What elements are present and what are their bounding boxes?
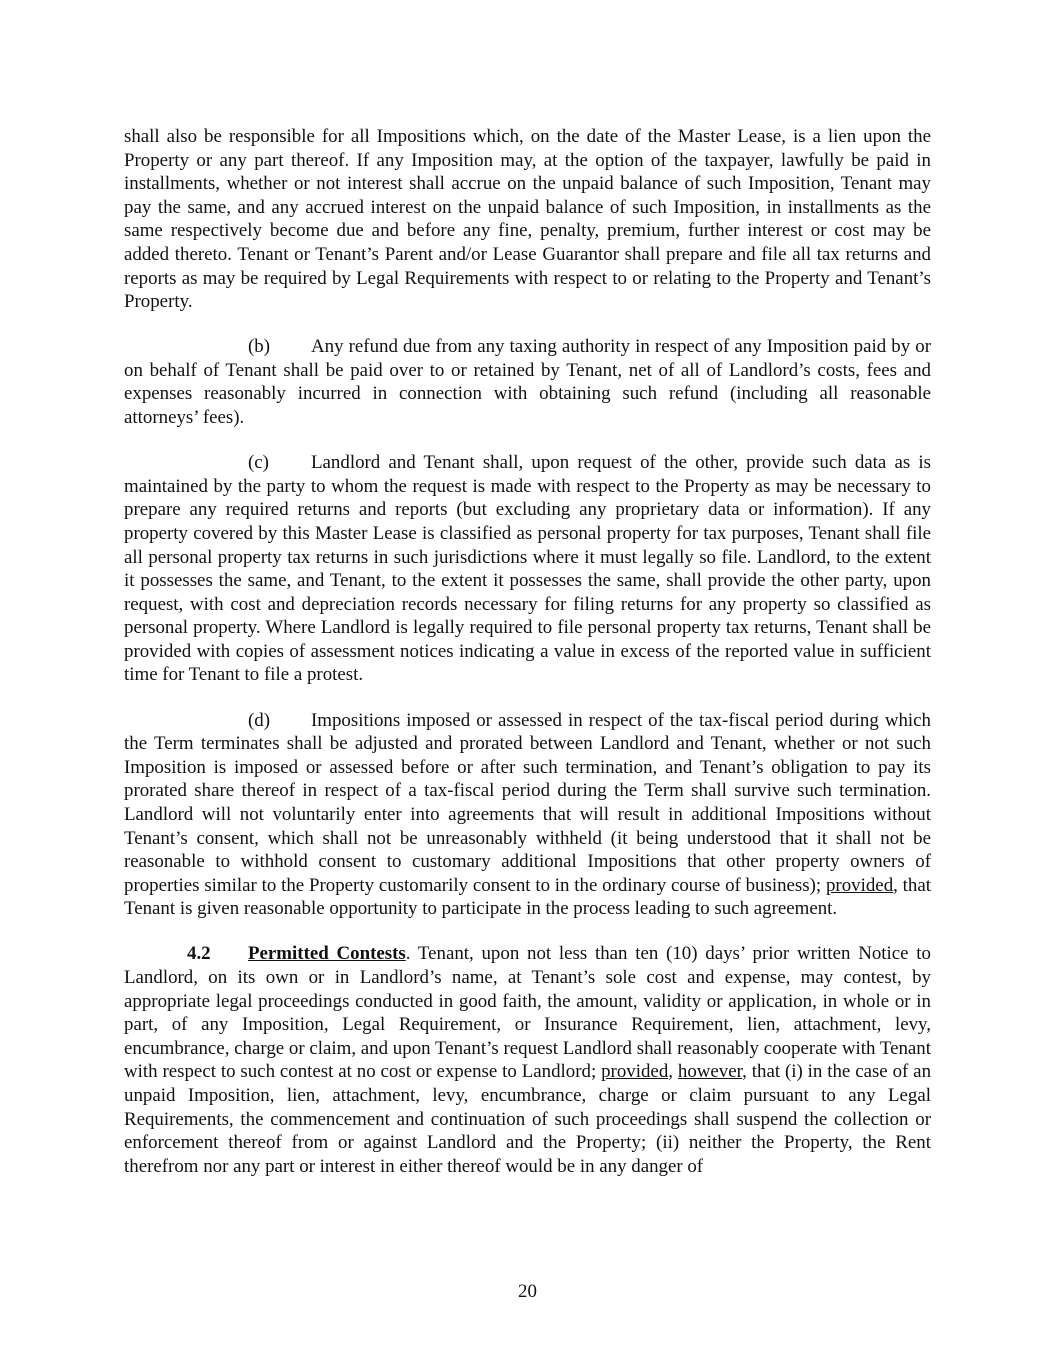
paragraph-d-text-before: Impositions imposed or assessed in respect of the tax-fiscal period during which the Term terminates shall be adjusted and prorated between Landlord and Tenant, whether or not such Imposition is imposed or assessed before or after such termination, and Tenant’s obligation to pay its prorated share thereof in respect of a tax-fiscal period during the Term shall survive such termination. Landlord will not voluntarily enter into agreements that will result in additional Impositions without Tenant’s consent, which shall not be unreasonably withheld (it being understood that it shall not be reasonable to withhold consent to customary additional Impositions that other property owners of properties similar to the Property customarily consent to in the ordinary course of business);	[124, 709, 931, 896]
paragraph-c-label: (c)	[248, 452, 269, 474]
section-4-2-provided: provided	[601, 1061, 669, 1083]
paragraph-c	[124, 451, 931, 687]
paragraph-intro: shall also be responsible for all Impositions which, on the date of the Master Lease, is a lien upon the Property or any part thereof. If any Imposition may, at the option of the taxpayer, lawfully be paid in installments, whether or not interest shall accrue on the unpaid balance of such Imposition, Tenant may pay the same, and any accrued interest on the unpaid balance of such Imposition, in installments as the same respectively become due and before any fine, penalty, premium, further interest or cost may be added thereto. Tenant or Tenant’s Parent and/or Lease Guarantor shall prepare and file all tax returns and reports as may be required by Legal Requirements with respect to or relating to the Property and Tenant’s Property.	[124, 126, 931, 313]
paragraph-d-text-after: , that Tenant is given reasonable opportunity to participate in the process leading to such agreement.	[124, 874, 931, 920]
paragraph-b	[124, 335, 931, 429]
paragraph-d	[124, 709, 931, 921]
section-4-2	[124, 942, 931, 1178]
section-4-2-comma: ,	[668, 1061, 678, 1083]
section-4-2-text-after: , that (i) in the case of an unpaid Imposition, lien, attachment, levy, encumbrance, charge or claim pursuant to any Legal Requirements, the commencement and continuation of such proceedings shall suspend the collection or enforcement thereof from or against Landlord and the Property; (ii) neither the Property, the Rent therefrom nor any part or interest in either thereof would be in any danger of	[124, 1061, 932, 1177]
page-number: 20	[518, 1281, 537, 1302]
section-4-2-however: however	[677, 1061, 743, 1083]
section-4-2-number: 4.2	[187, 943, 211, 965]
paragraph-b-text: Any refund due from any taxing authority in respect of any Imposition paid by or on behalf of Tenant shall be paid over to or retained by Tenant, net of all of Landlord’s costs, fees and expenses reasonably incurred in connection with obtaining such refund (including all reasonable attorneys’ fees).	[124, 336, 931, 429]
paragraph-d-label: (d)	[248, 709, 271, 731]
paragraph-c-text: Landlord and Tenant shall, upon request of the other, provide such data as is maintained by the party to whom the request is made with respect to the Property as may be necessary to prepare any required returns and reports (but excluding any proprietary data or information). If any property covered by this Master Lease is classified as personal property for tax purposes, Tenant shall file all personal property tax returns in such jurisdictions where it must legally so file. Landlord, to the extent it possesses the same, and Tenant, to the extent it possesses the same, shall provide the other party, upon request, with cost and depreciation records necessary for filing returns for any property so classified as personal property. Where Landlord is legally required to file personal property tax returns, Tenant shall be provided with copies of assessment notices indicating a value in excess of the reported value in sufficient time for Tenant to file a protest.	[124, 452, 931, 686]
document-body	[124, 125, 931, 1200]
paragraph-d-provided: provided	[825, 874, 894, 896]
paragraph-b-label: (b)	[248, 336, 271, 358]
section-4-2-title: Permitted Contests	[248, 943, 406, 965]
section-4-2-text-before: . Tenant, upon not less than ten (10) days’ prior written Notice to Landlord, on its own or in Landlord’s name, at Tenant’s sole cost and expense, may contest, by appropriate legal proceedings conducted in good faith, the amount, validity or application, in whole or in part, of any Imposition, Legal Requirement, or Insurance Requirement, lien, attachment, levy, encumbrance, charge or claim, and upon Tenant’s request Landlord shall reasonably cooperate with Tenant with respect to such contest at no cost or expense to Landlord;	[124, 943, 931, 1083]
